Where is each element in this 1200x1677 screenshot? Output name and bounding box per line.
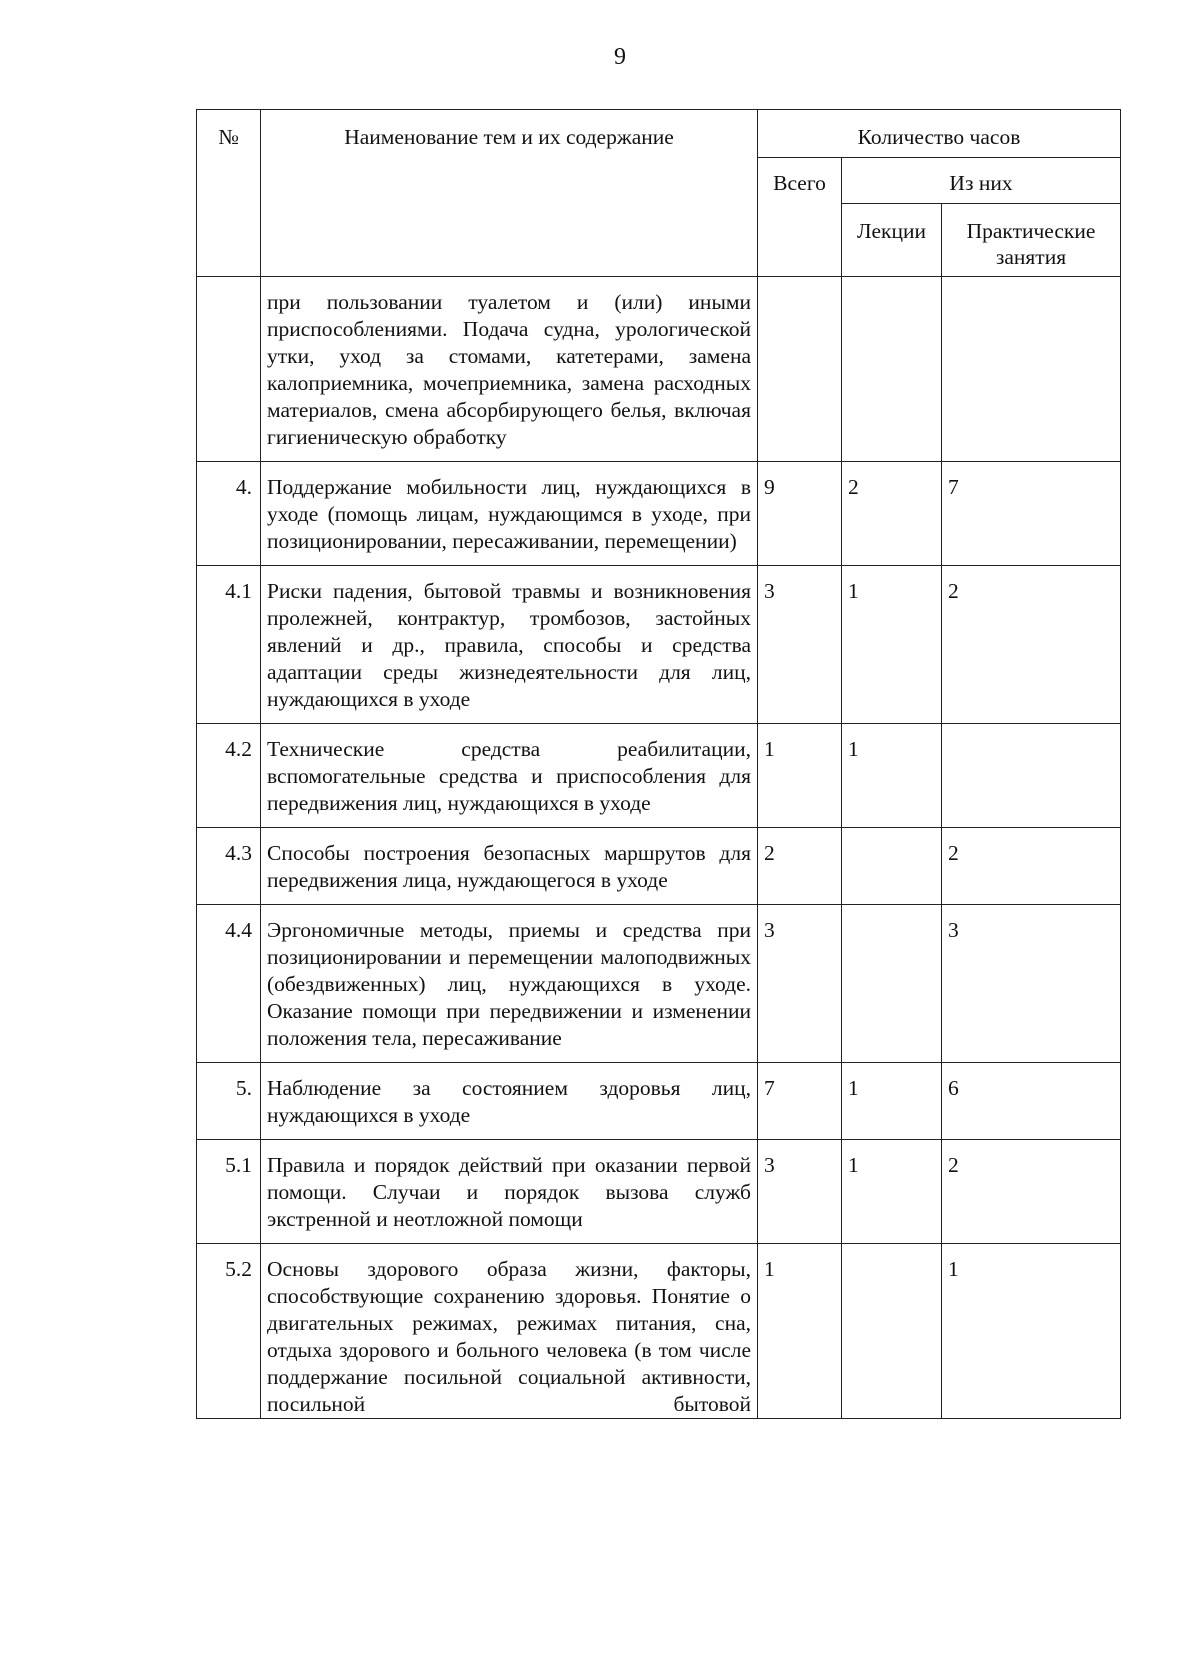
row-practical: 2	[942, 566, 1121, 724]
row-total: 1	[758, 724, 842, 828]
row-topic: Поддержание мобильности лиц, нуждающихся в уходе (помощь лицам, нуждающимся в уходе, при позиционировании, пересаживании, перемещении)	[261, 462, 758, 566]
table-row	[197, 462, 1121, 566]
row-practical: 6	[942, 1063, 1121, 1140]
row-lectures	[842, 277, 942, 462]
table-header	[197, 110, 1121, 277]
row-number: 4.3	[197, 828, 261, 905]
row-lectures: 1	[842, 1140, 942, 1244]
header-lectures: Лекции	[842, 204, 942, 277]
row-lectures: 1	[842, 1063, 942, 1140]
row-topic: Технические средства реабилитации, вспомогательные средства и приспособления для передвижения лиц, нуждающихся в уходе	[261, 724, 758, 828]
table-body	[197, 277, 1121, 1419]
row-practical: 2	[942, 828, 1121, 905]
row-total: 9	[758, 462, 842, 566]
row-topic: при пользовании туалетом и (или) иными приспособлениями. Подача судна, урологической утки, уход за стомами, катетерами, замена калоприемника, мочеприемника, замена расходных материалов, смена абсорбирующего белья, включая гигиеническую обработку	[261, 277, 758, 462]
row-number: 4.2	[197, 724, 261, 828]
header-practical: Практические занятия	[942, 204, 1121, 277]
row-topic: Эргономичные методы, приемы и средства при позиционировании и перемещении малоподвижных (обездвиженных) лиц, нуждающихся в уходе. Оказание помощи при передвижении и изменении положения тела, пересаживание	[261, 905, 758, 1063]
table-row	[197, 905, 1121, 1063]
row-topic: Правила и порядок действий при оказании первой помощи. Случаи и порядок вызова служб экстренной и неотложной помощи	[261, 1140, 758, 1244]
row-number: 4.4	[197, 905, 261, 1063]
row-topic: Риски падения, бытовой травмы и возникновения пролежней, контрактур, тромбозов, застойных явлений и др., правила, способы и средства адаптации среды жизнедеятельности для лиц, нуждающихся в уходе	[261, 566, 758, 724]
row-lectures: 2	[842, 462, 942, 566]
row-lectures	[842, 905, 942, 1063]
row-number: 4.	[197, 462, 261, 566]
row-total: 7	[758, 1063, 842, 1140]
curriculum-table	[196, 109, 1121, 1419]
row-total	[758, 277, 842, 462]
row-lectures: 1	[842, 724, 942, 828]
row-lectures	[842, 1244, 942, 1419]
row-practical: 3	[942, 905, 1121, 1063]
header-topic: Наименование тем и их содержание	[261, 110, 758, 277]
header-total: Всего	[758, 158, 842, 277]
row-practical	[942, 724, 1121, 828]
row-total: 3	[758, 905, 842, 1063]
table-row	[197, 724, 1121, 828]
table-row	[197, 1244, 1121, 1419]
row-practical: 2	[942, 1140, 1121, 1244]
table-row	[197, 1140, 1121, 1244]
row-topic: Способы построения безопасных маршрутов для передвижения лица, нуждающегося в уходе	[261, 828, 758, 905]
row-topic: Наблюдение за состоянием здоровья лиц, нуждающихся в уходе	[261, 1063, 758, 1140]
row-lectures: 1	[842, 566, 942, 724]
row-practical: 7	[942, 462, 1121, 566]
row-lectures	[842, 828, 942, 905]
header-hours: Количество часов	[758, 110, 1121, 158]
row-total: 1	[758, 1244, 842, 1419]
row-number: 5.	[197, 1063, 261, 1140]
row-topic: Основы здорового образа жизни, факторы, способствующие сохранению здоровья. Понятие о двигательных режимах, режимах питания, сна, отдыха здорового и больного человека (в том числе поддержание посильной социальной активности, посильной бытовой	[261, 1244, 758, 1419]
table-row	[197, 1063, 1121, 1140]
row-number	[197, 277, 261, 462]
header-number: №	[197, 110, 261, 277]
row-number: 5.1	[197, 1140, 261, 1244]
row-total: 2	[758, 828, 842, 905]
header-of-which: Из них	[842, 158, 1121, 204]
row-total: 3	[758, 1140, 842, 1244]
table-row	[197, 828, 1121, 905]
row-practical: 1	[942, 1244, 1121, 1419]
row-total: 3	[758, 566, 842, 724]
page-number: 9	[614, 44, 626, 70]
table-row	[197, 566, 1121, 724]
row-number: 4.1	[197, 566, 261, 724]
row-number: 5.2	[197, 1244, 261, 1419]
row-practical	[942, 277, 1121, 462]
table-row	[197, 277, 1121, 462]
